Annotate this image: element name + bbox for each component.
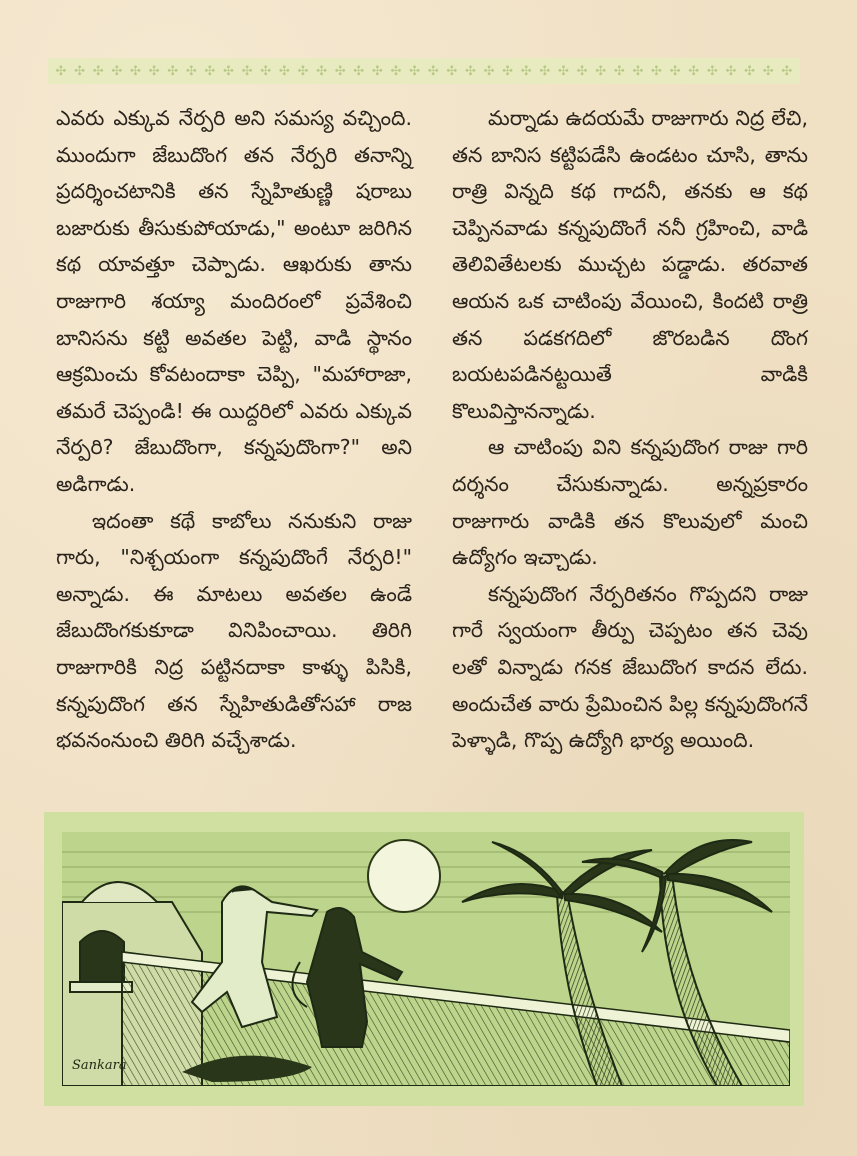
border-ornament-icon: ✣ [241,63,253,79]
border-ornament-icon: ✣ [651,63,662,79]
border-ornament-icon: ✣ [669,63,681,79]
paragraph: ఎవరు ఎక్కువ నేర్పరి అని సమస్య వచ్చింది. ముందుగా జేబుదొంగ తన నేర్పరి తనాన్ని ప్రదర్శించటానికి తన స్నేహితుణ్ణి షరాబు బజారుకు తీసుకుపోయాడు," అంటూ జరిగిన కథ యావత్తూ చెప్పాడు. ఆఖరుకు తాను రాజుగారి శయ్యా మందిరంలో ప్రవేశించి బానిసను కట్టి అవతల పెట్టి, వాడి స్థానం ఆక్రమించు కోవటందాకా చెప్పి, "మహారాజా, తమరే చెప్పండి! ఈ యిద్దరిలో ఎవరు ఎక్కువ నేర్పరి? జేబుదొంగా, కన్నపుదొంగా?" అని అడిగాడు. [56,106,412,496]
artist-signature: Sankara [72,1058,127,1073]
border-ornament-icon: ✣ [464,63,476,79]
paragraph: మర్నాడు ఉదయమే రాజుగారు నిద్ర లేచి, తన బానిస కట్టిపడేసి ఉండటం చూసి, తాను రాత్రి విన్నది కథ గాదనీ, తనకు ఆ కథ చెప్పినవాడు కన్నపుదొంగే ననీ గ్రహించి, వాడి తెలివితేటలకు ముచ్చట పడ్డాడు. తరవాత ఆయన ఒక చాటింపు వేయించి, కిందటి రాత్రి తన పడకగదిలో జొరబడిన దొంగ బయటపడినట్టయితే వాడికి కొలువిస్తానన్నాడు. [452,106,808,423]
paragraph: కన్నపుదొంగ నేర్పరితనం గొప్పదని రాజు గారే స్వయంగా తీర్పు చెప్పటం తన చెవు లతో విన్నాడు గనక జేబుదొంగ కాదన లేదు. అందుచేత వారు ప్రేమించిన పిల్ల కన్నపుదొంగనే పెళ్ళాడి, గొప్ప ఉద్యోగి భార్య అయింది. [452,581,808,753]
border-ornament-icon: ✣ [167,63,179,79]
border-ornament-icon: ✣ [502,63,514,79]
border-ornament-icon: ✣ [539,63,551,79]
border-ornament-icon: ✣ [781,63,793,79]
border-ornament-icon: ✣ [688,63,700,79]
border-ornament-icon: ✣ [390,63,402,79]
border-ornament-icon: ✣ [92,63,104,79]
border-ornament-icon: ✣ [148,63,160,79]
border-ornament-icon: ✣ [595,63,607,79]
illustration [62,832,790,1086]
border-ornament-icon: ✣ [185,63,197,79]
border-ornament-icon: ✣ [204,63,216,79]
border-ornament-icon: ✣ [111,63,123,79]
border-ornament-icon: ✣ [334,63,346,79]
border-ornament-icon: ✣ [613,63,625,79]
border-ornament-icon: ✣ [223,63,234,79]
border-ornament-icon: ✣ [706,63,718,79]
border-ornament-icon: ✣ [483,63,495,79]
border-ornament-icon: ✣ [558,63,569,79]
border-ornament-icon: ✣ [744,63,755,79]
border-ornament-icon: ✣ [520,63,532,79]
paragraph: ఆ చాటింపు విని కన్నపుదొంగ రాజు గారి దర్శనం చేసుకున్నాడు. అన్నప్రకారం రాజుగారు వాడికి తన కొలువులో మంచి ఉద్యోగం ఇచ్చాడు. [452,435,808,570]
border-ornament-icon: ✣ [409,63,421,79]
moon [368,840,440,912]
border-ornament-icon: ✣ [353,63,365,79]
border-ornament-icon: ✣ [576,63,588,79]
border-ornament-icon: ✣ [632,63,644,79]
border-ornament-icon: ✣ [725,63,737,79]
border-ornament-icon: ✣ [316,63,327,79]
border-ornament-icon: ✣ [74,63,86,79]
night-scene-drawing [62,832,790,1086]
border-ornament-icon: ✣ [427,63,439,79]
border-ornament-icon: ✣ [260,63,272,79]
border-ornament-icon: ✣ [297,63,309,79]
border-ornament-icon: ✣ [129,63,141,79]
border-ornament-icon: ✣ [55,63,67,79]
text-column-left [56,100,412,759]
border-ornament-icon: ✣ [371,63,383,79]
text-column-right [452,100,808,759]
decorative-border [48,58,800,84]
border-ornament-icon: ✣ [762,63,774,79]
border-ornament-icon: ✣ [278,63,290,79]
paragraph: ఇదంతా కథే కాబోలు ననుకుని రాజు గారు, "నిశ్చయంగా కన్నపుదొంగే నేర్పరి!" అన్నాడు. ఈ మాటలు అవతల ఉండే జేబుదొంగకుకూడా వినిపించాయి. తిరిగి రాజుగారికి నిద్ర పట్టినదాకా కాళ్ళు పిసికి, కన్నపుదొంగ తన స్నేహితుడితోసహా రాజ భవనంనుంచి తిరిగి వచ్చేశాడు. [56,508,412,753]
border-ornament-icon: ✣ [446,63,458,79]
